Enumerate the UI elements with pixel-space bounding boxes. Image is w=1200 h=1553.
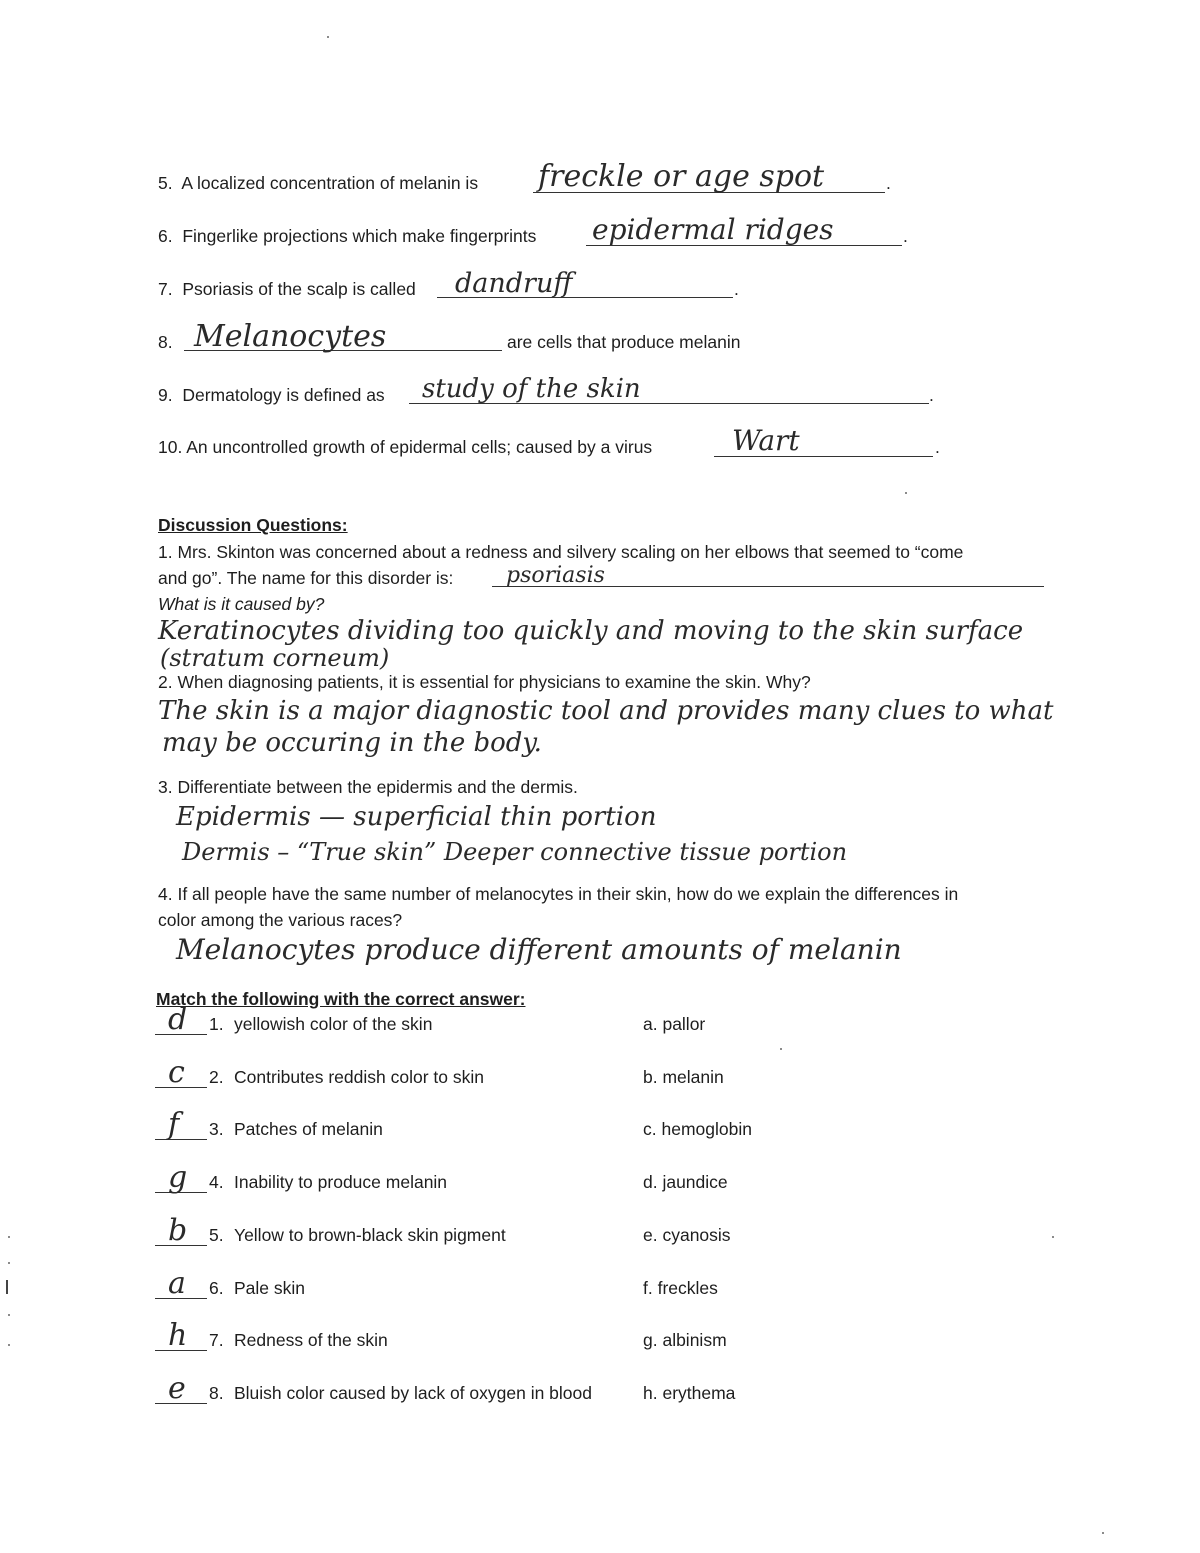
scan-speck (1052, 1236, 1054, 1238)
question-number: 9. (158, 385, 173, 405)
handwritten-answer: Melanocytes produce different amounts of melanin (176, 933, 902, 966)
question-number: 7. (158, 279, 173, 299)
scan-speck (8, 1344, 10, 1346)
match-handwritten-answer: e (168, 1371, 186, 1406)
match-option: g. albinism (643, 1330, 727, 1350)
handwritten-answer: Keratinocytes dividing too quickly and moving to the skin surface (158, 616, 1024, 646)
handwritten-answer: study of the skin (422, 374, 641, 404)
scan-speck (327, 36, 329, 38)
question-number: 10. (158, 437, 183, 457)
match-answer-line (155, 1139, 207, 1140)
match-item-text: yellowish color of the skin (234, 1014, 433, 1034)
match-item-number: 3. (209, 1119, 224, 1139)
match-handwritten-answer: c (168, 1055, 185, 1090)
match-item-number: 7. (209, 1330, 224, 1350)
question-punctuation: . (903, 226, 908, 246)
match-option: d. jaundice (643, 1172, 728, 1192)
handwritten-answer: may be occuring in the body. (162, 728, 542, 758)
match-handwritten-answer: h (168, 1318, 188, 1353)
match-option: a. pallor (643, 1014, 706, 1034)
match-option: e. cyanosis (643, 1225, 731, 1245)
match-option: c. hemoglobin (643, 1119, 752, 1139)
scan-speck (8, 1236, 10, 1238)
question-10 (158, 436, 652, 458)
discussion-q2-text: 2. When diagnosing patients, it is essential for physicians to examine the skin. Why? (158, 672, 811, 692)
discussion-q1-subquestion: What is it caused by? (158, 594, 325, 614)
match-item-text: Pale skin (234, 1278, 306, 1298)
match-item-number: 2. (209, 1067, 224, 1087)
discussion-q1-text: 1. Mrs. Skinton was concerned about a redness and silvery scaling on her elbows that seemed to “come (158, 542, 964, 562)
discussion-q4-text: color among the various races? (158, 910, 403, 930)
handwritten-answer: dandruff (455, 268, 573, 299)
question-9 (158, 384, 385, 406)
question-text: Dermatology is defined as (182, 385, 385, 405)
match-option: b. melanin (643, 1067, 724, 1087)
scan-speck (780, 1048, 782, 1050)
match-handwritten-answer: f (168, 1107, 180, 1142)
handwritten-answer: (stratum corneum) (160, 644, 390, 672)
match-item-text: Redness of the skin (234, 1330, 388, 1350)
question-5 (158, 172, 478, 194)
question-text: An uncontrolled growth of epidermal cells; caused by a virus (186, 437, 653, 457)
match-handwritten-answer: a (168, 1266, 186, 1301)
question-punctuation: . (886, 173, 891, 193)
handwritten-answer: psoriasis (506, 563, 605, 588)
match-item-text: Patches of melanin (234, 1119, 383, 1139)
scan-speck (8, 1262, 10, 1264)
question-text: are cells that produce melanin (507, 332, 741, 352)
match-item-number: 8. (209, 1383, 224, 1403)
scan-speck (6, 1280, 8, 1294)
handwritten-answer: The skin is a major diagnostic tool and provides many clues to what (158, 696, 1054, 726)
question-punctuation: . (929, 385, 934, 405)
question-text: A localized concentration of melanin is (181, 173, 479, 193)
question-text: Fingerlike projections which make fingerprints (182, 226, 537, 246)
match-item-number: 6. (209, 1278, 224, 1298)
question-8-number: 8. (158, 332, 173, 352)
scan-speck (905, 492, 907, 494)
question-text: Psoriasis of the scalp is called (182, 279, 416, 299)
handwritten-answer: Wart (732, 424, 800, 457)
question-number: 6. (158, 226, 173, 246)
scan-speck (1102, 1532, 1104, 1534)
match-item-text: Bluish color caused by lack of oxygen in blood (234, 1383, 592, 1403)
discussion-heading: Discussion Questions: (158, 515, 348, 535)
match-option: h. erythema (643, 1383, 736, 1403)
match-item-text: Inability to produce melanin (234, 1172, 448, 1192)
question-punctuation: . (935, 437, 940, 457)
discussion-q4-text: 4. If all people have the same number of melanocytes in their skin, how do we explain the differences in (158, 884, 959, 904)
question-punctuation: . (734, 279, 739, 299)
match-item-text: Yellow to brown-black skin pigment (234, 1225, 506, 1245)
match-item-number: 5. (209, 1225, 224, 1245)
match-handwritten-answer: b (168, 1213, 188, 1248)
handwritten-answer: Epidermis — superficial thin portion (176, 802, 657, 832)
match-handwritten-answer: g (168, 1160, 188, 1195)
match-option: f. freckles (643, 1278, 718, 1298)
handwritten-answer: epidermal ridges (592, 213, 834, 246)
match-handwritten-answer: d (168, 1002, 188, 1037)
discussion-q1-text: and go”. The name for this disorder is: (158, 568, 454, 588)
question-6 (158, 225, 536, 247)
match-item-number: 4. (209, 1172, 224, 1192)
scan-speck (8, 1314, 10, 1316)
discussion-q3-text: 3. Differentiate between the epidermis and the dermis. (158, 777, 578, 797)
match-item-number: 1. (209, 1014, 224, 1034)
match-item-text: Contributes reddish color to skin (234, 1067, 484, 1087)
question-number: 5. (158, 173, 173, 193)
handwritten-answer: Melanocytes (194, 319, 387, 354)
handwritten-answer: freckle or age spot (538, 159, 825, 194)
matching-heading: Match the following with the correct answer: (156, 989, 526, 1009)
question-7 (158, 278, 416, 300)
handwritten-answer: Dermis – “True skin” Deeper connective tissue portion (182, 838, 848, 866)
